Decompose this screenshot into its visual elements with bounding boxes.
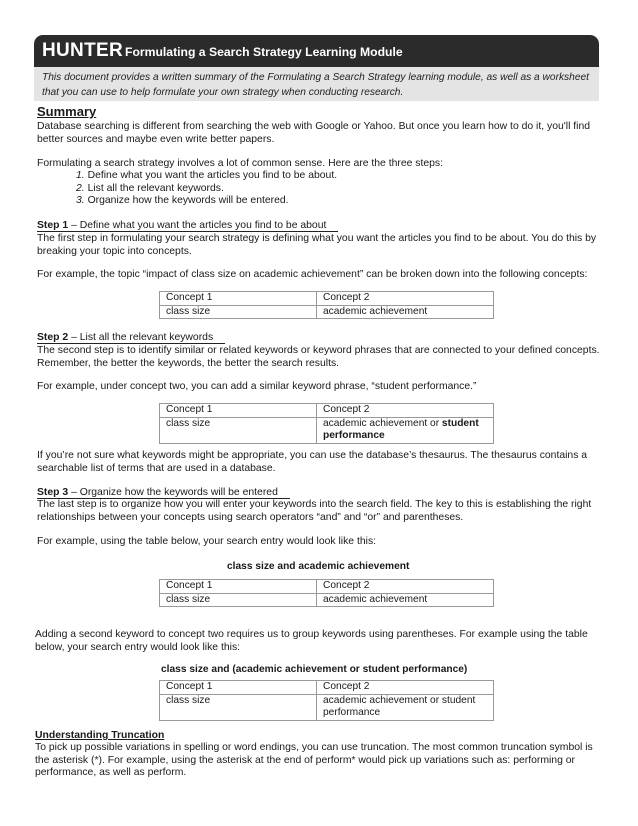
step3-paragraph-3: Adding a second keyword to concept two requires us to group keywords using parentheses. For example using the table below, your search entry would look like this: bbox=[35, 629, 588, 653]
table-cell: academic achievement bbox=[317, 305, 494, 319]
summary-heading: Summary bbox=[37, 104, 97, 119]
step-list-item-3: 3. Organize how the keywords will be entered. bbox=[76, 195, 289, 206]
search-entry-2: class size and (academic achievement or student performance) bbox=[161, 664, 468, 675]
table-cell: Concept 1 bbox=[160, 580, 317, 594]
search-entry-1: class size and academic achievement bbox=[227, 561, 410, 572]
table-cell: Concept 2 bbox=[317, 292, 494, 306]
intro-text: This document provides a written summary of the Formulating a Search Strategy learning module, as well as a worksheet that you can use to help formulate your own strategy when conducting research. bbox=[42, 72, 589, 98]
step3-concept-table-2 bbox=[159, 680, 494, 721]
table-cell: class size bbox=[160, 417, 317, 443]
table-cell: academic achievement or student performance bbox=[317, 694, 494, 720]
step-list-item-1: 1. Define what you want the articles you find to be about. bbox=[76, 170, 338, 181]
summary-paragraph-2: Formulating a search strategy involves a lot of common sense. Here are the three steps: bbox=[37, 158, 444, 169]
module-title: Formulating a Search Strategy Learning Module bbox=[125, 45, 403, 59]
step2-paragraph-2: For example, under concept two, you can add a similar keyword phrase, “student performance.” bbox=[37, 381, 477, 392]
step2-concept-table bbox=[159, 403, 494, 444]
table-cell: Concept 1 bbox=[160, 292, 317, 306]
step2-paragraph-3: If you’re not sure what keywords might be appropriate, you can use the database’s thesaurus. The thesaurus contains a searchable list of terms that are used in a database. bbox=[37, 450, 588, 474]
table-cell: class size bbox=[160, 593, 317, 607]
table-cell: academic achievement or student performance bbox=[317, 417, 494, 443]
step3-concept-table-1 bbox=[159, 579, 494, 607]
step2-paragraph-1: The second step is to identify similar or related keywords or keyword phrases that are connected to your defined concepts. Remember, the better the keywords, the better the search results. bbox=[37, 345, 600, 369]
step1-paragraph-2: For example, the topic “impact of class size on academic achievement” can be broken down into the following concepts: bbox=[37, 269, 588, 280]
brand-logo: HUNTER bbox=[42, 40, 123, 61]
step1-concept-table bbox=[159, 291, 494, 319]
step1-heading: Step 1 – Define what you want the articles you find to be about bbox=[37, 220, 602, 233]
table-cell: Concept 2 bbox=[317, 580, 494, 594]
step-list-item-2: 2. List all the relevant keywords. bbox=[76, 183, 224, 194]
table-cell: Concept 2 bbox=[317, 404, 494, 418]
step3-paragraph-1: The last step is to organize how you will enter your keywords into the search field. The key to this is establishing the right relationships between your concepts using search operators “and” and “or” and parentheses. bbox=[37, 499, 592, 523]
step2-heading: Step 2 – List all the relevant keywords bbox=[37, 332, 602, 345]
table-cell: Concept 1 bbox=[160, 404, 317, 418]
table-cell: class size bbox=[160, 305, 317, 319]
truncation-paragraph: To pick up possible variations in spelling or word endings, you can use truncation. The most common truncation symbol is the asterisk (*). For example, using the asterisk at the end of perform* would pick up variations such as: performing or performance, as well as perform. bbox=[35, 742, 593, 779]
table-cell: class size bbox=[160, 694, 317, 720]
step3-paragraph-2: For example, using the table below, your search entry would look like this: bbox=[37, 536, 377, 547]
step3-heading: Step 3 – Organize how the keywords will be entered bbox=[37, 487, 602, 500]
step1-paragraph-1: The first step in formulating your search strategy is defining what you want the articles you find to be about. You do this by breaking your topic into concepts. bbox=[37, 233, 597, 257]
truncation-heading: Understanding Truncation bbox=[35, 730, 165, 741]
summary-paragraph-1: Database searching is different from searching the web with Google or Yahoo. But once you learn how to do it, you'll find better sources and maybe even write better papers. bbox=[37, 121, 591, 145]
table-cell: Concept 1 bbox=[160, 681, 317, 695]
table-cell: academic achievement bbox=[317, 593, 494, 607]
table-cell: Concept 2 bbox=[317, 681, 494, 695]
